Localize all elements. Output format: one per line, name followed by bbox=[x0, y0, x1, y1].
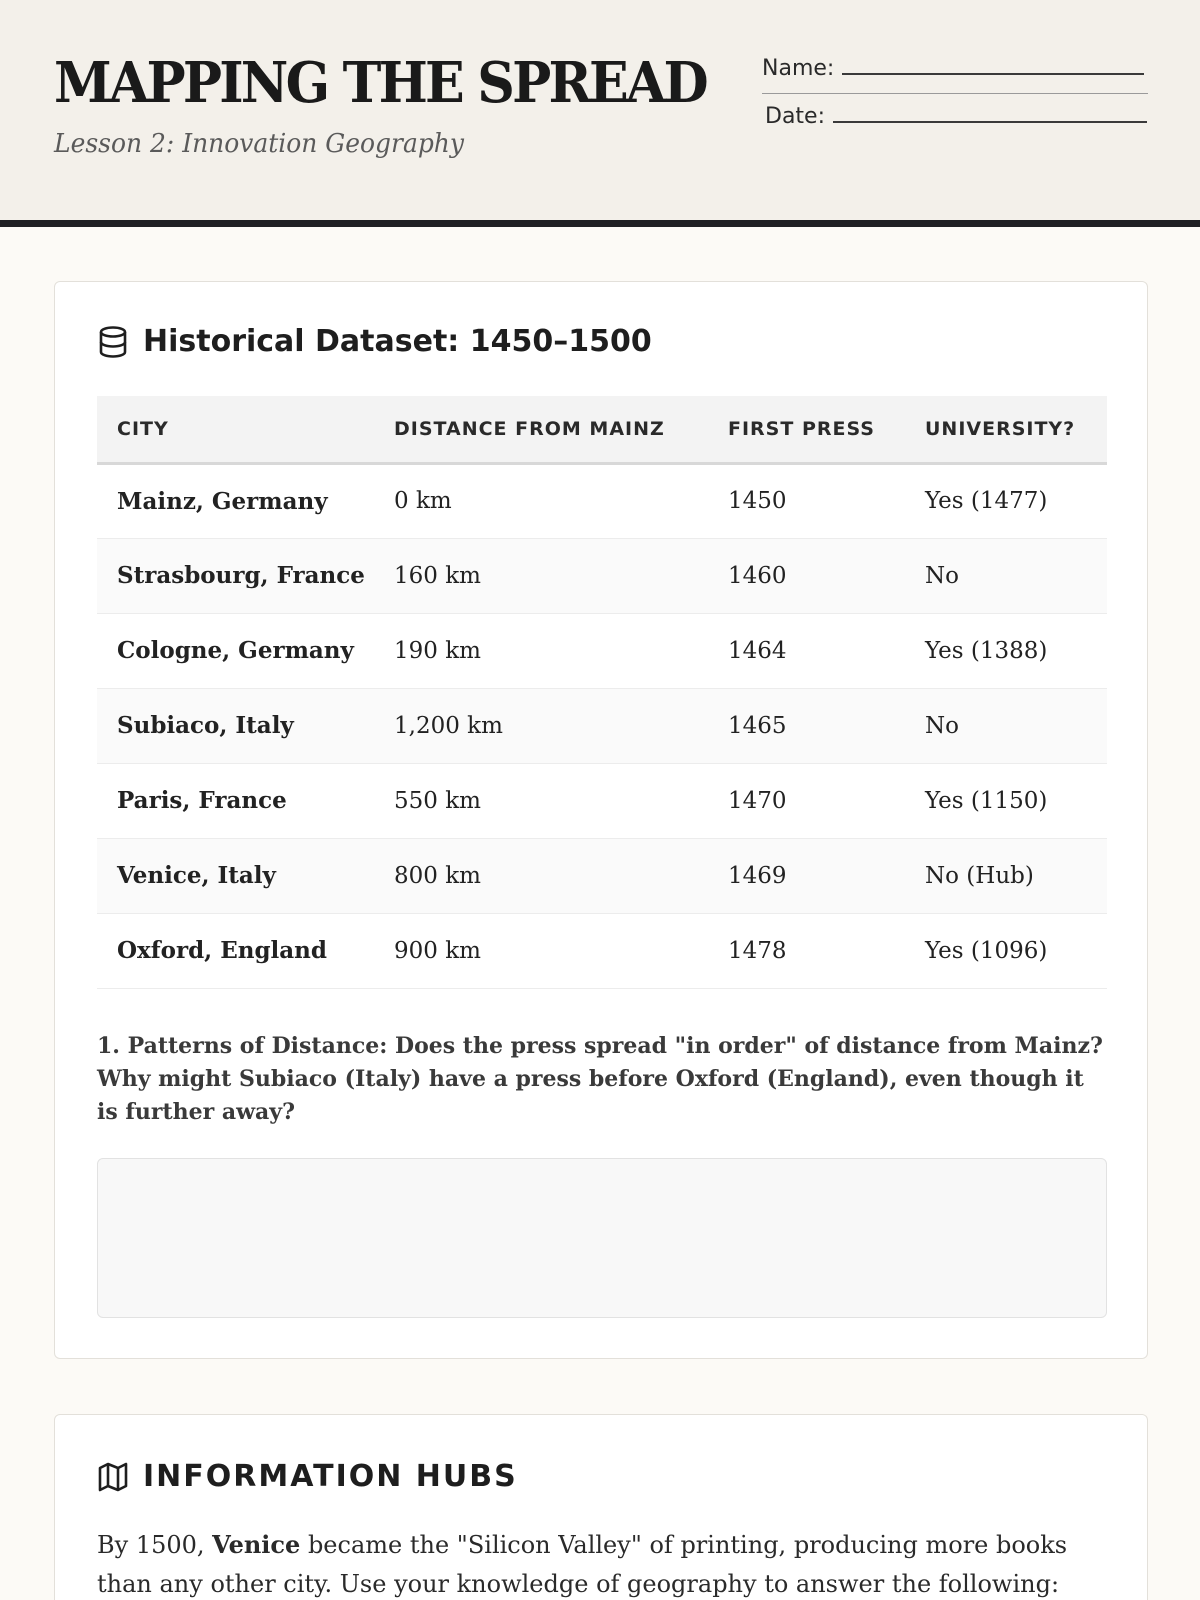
university-cell: No (Hub) bbox=[925, 862, 1034, 889]
table-row bbox=[97, 913, 1107, 988]
first-press-cell: 1470 bbox=[728, 787, 787, 814]
column-header-first-press: FIRST PRESS bbox=[728, 417, 875, 440]
table-row bbox=[97, 613, 1107, 688]
intro-highlight: Venice bbox=[212, 1530, 301, 1559]
question-1: 1. Patterns of Distance: Does the press spread "in order" of distance from Mainz? Why might Subiaco (Italy) have a press before Oxford (England), even though it is further away? bbox=[97, 1033, 1103, 1125]
city-cell: Subiaco, Italy bbox=[117, 712, 294, 739]
table-header-row bbox=[97, 396, 1107, 463]
column-header-city: CITY bbox=[117, 417, 169, 440]
field-divider bbox=[762, 93, 1148, 94]
first-press-cell: 1450 bbox=[728, 488, 787, 514]
first-press-cell: 1464 bbox=[728, 637, 787, 664]
name-field[interactable] bbox=[762, 56, 1144, 81]
first-press-cell: 1478 bbox=[728, 937, 787, 964]
distance-cell: 0 km bbox=[394, 488, 452, 514]
city-cell: Oxford, England bbox=[117, 937, 327, 964]
city-cell: Mainz, Germany bbox=[117, 487, 328, 515]
university-cell: Yes (1096) bbox=[925, 937, 1048, 964]
city-cell: Paris, France bbox=[117, 787, 287, 814]
city-cell: Venice, Italy bbox=[117, 862, 276, 889]
distance-cell: 190 km bbox=[394, 637, 481, 664]
first-press-cell: 1469 bbox=[728, 862, 787, 889]
page-title: MAPPING THE SPREAD bbox=[54, 50, 706, 116]
hubs-card bbox=[54, 1414, 1148, 1600]
dataset-title: Historical Dataset: 1450–1500 bbox=[143, 324, 652, 359]
university-cell: No bbox=[925, 712, 959, 739]
university-cell: Yes (1388) bbox=[925, 637, 1048, 664]
distance-cell: 1,200 km bbox=[394, 712, 503, 739]
column-header-university: UNIVERSITY? bbox=[925, 417, 1076, 440]
distance-cell: 800 km bbox=[394, 862, 481, 889]
intro-suffix: became the "Silicon Valley" of printing, producing more books than any other city. Use your knowledge of geography to answer the following: bbox=[97, 1531, 1068, 1598]
hubs-title: INFORMATION HUBS bbox=[143, 1459, 518, 1494]
worksheet-header bbox=[0, 0, 1200, 227]
column-header-distance: DISTANCE FROM MAINZ bbox=[394, 417, 665, 440]
university-cell: Yes (1477) bbox=[925, 488, 1048, 514]
hubs-heading bbox=[97, 1459, 518, 1494]
first-press-cell: 1460 bbox=[728, 562, 787, 589]
answer-box-1[interactable] bbox=[97, 1158, 1107, 1318]
map-icon bbox=[97, 1460, 129, 1494]
table-row bbox=[97, 763, 1107, 838]
distance-cell: 900 km bbox=[394, 937, 481, 964]
dataset-heading bbox=[97, 324, 652, 359]
dataset-card bbox=[54, 281, 1148, 1359]
distance-cell: 550 km bbox=[394, 787, 481, 814]
city-cell: Strasbourg, France bbox=[117, 562, 365, 589]
name-line[interactable] bbox=[842, 73, 1144, 75]
intro-prefix: By 1500, bbox=[97, 1531, 213, 1559]
lesson-subtitle: Lesson 2: Innovation Geography bbox=[54, 129, 464, 159]
distance-cell: 160 km bbox=[394, 562, 481, 589]
first-press-cell: 1465 bbox=[728, 712, 787, 739]
table-row bbox=[97, 463, 1107, 538]
date-label: Date: bbox=[765, 104, 825, 129]
university-cell: No bbox=[925, 562, 959, 589]
university-cell: Yes (1150) bbox=[925, 787, 1048, 814]
table-row bbox=[97, 838, 1107, 913]
name-label: Name: bbox=[762, 56, 835, 81]
database-icon bbox=[97, 325, 129, 359]
date-field[interactable] bbox=[765, 104, 1147, 129]
city-cell: Cologne, Germany bbox=[117, 637, 354, 664]
hubs-intro bbox=[97, 1525, 1107, 1600]
table-row bbox=[97, 688, 1107, 763]
table-row bbox=[97, 538, 1107, 613]
dataset-table bbox=[97, 396, 1107, 989]
date-line[interactable] bbox=[833, 121, 1147, 123]
